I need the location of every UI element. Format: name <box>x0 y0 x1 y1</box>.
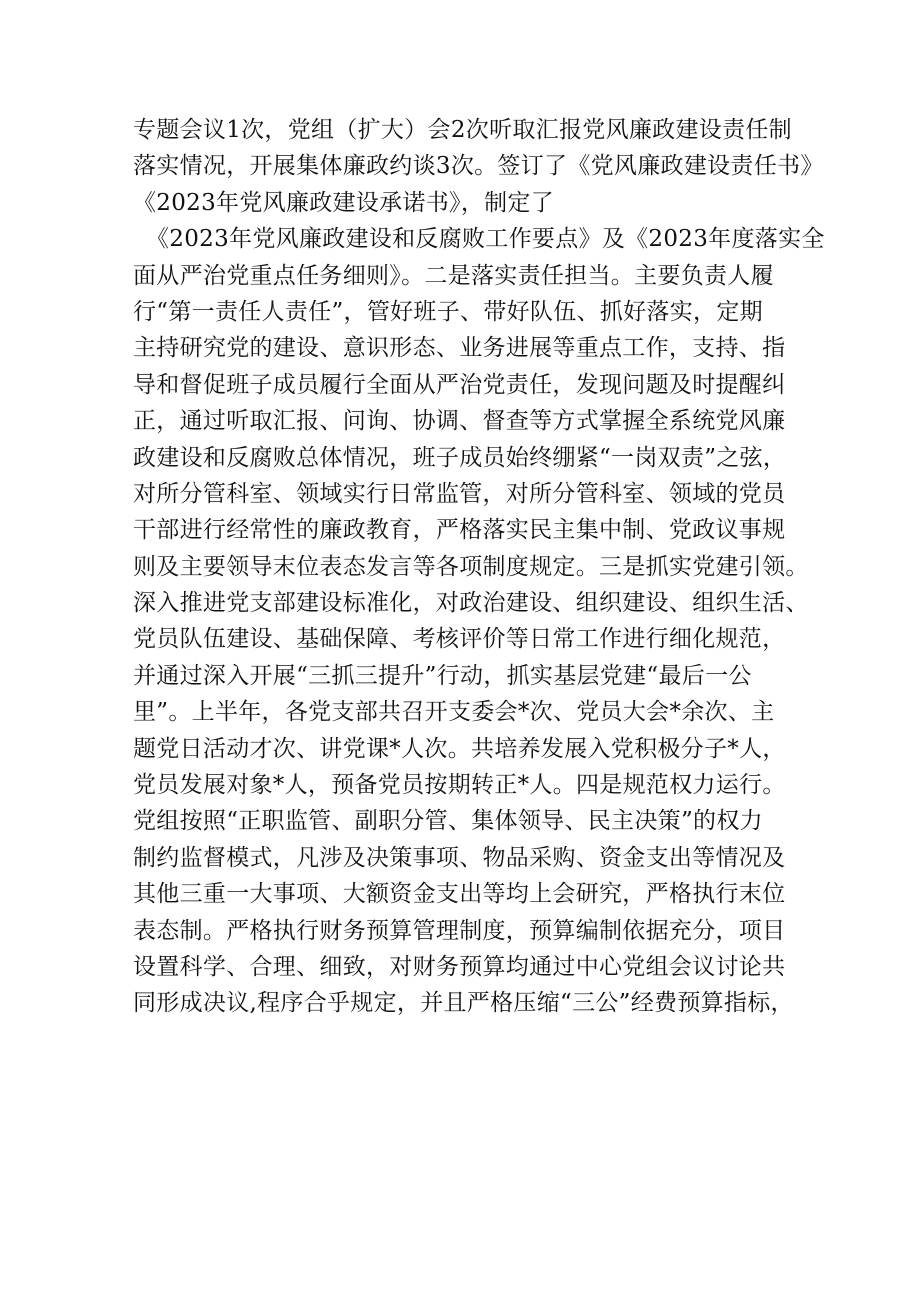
text-line: 里”。上半年，各党支部共召开支委会*次、党员大会*余次、主 <box>133 699 775 726</box>
text-line: 制约监督模式，凡涉及决策事项、物品采购、资金支出等情况及 <box>133 844 786 871</box>
text-line: 干部进行经常性的廉政教育，严格落实民主集中制、党政议事规 <box>133 517 786 544</box>
text-line: 其他三重一大事项、大额资金支出等均上会研究，严格执行末位 <box>133 881 786 908</box>
text-line: 深入推进党支部建设标准化，对政治建设、组织建设、组织生活、 <box>133 590 809 617</box>
text-line: 设置科学、合理、细致，对财务预算均通过中心党组会议讨论共 <box>133 953 786 980</box>
text-line: 《2023年党风廉政建设和反腐败工作要点》及《2023年度落实全 <box>146 226 825 253</box>
text-line: 主持研究党的建设、意识形态、业务进展等重点工作，支持、指 <box>133 335 786 362</box>
text-line: 《2023年党风廉政建设承诺书》，制定了 <box>133 189 555 216</box>
text-line: 党组按照“正职监管、副职分管、集体领导、民主决策”的权力 <box>133 808 763 835</box>
text-line: 政建设和反腐败总体情况，班子成员始终绷紧“一岗双责”之弦， <box>133 444 787 471</box>
text-line: 行“第一责任人责任”，管好班子、带好队伍、抓好落实，定期 <box>133 298 763 325</box>
text-line: 专题会议1次，党组（扩大）会2次听取汇报党风廉政建设责任制 <box>133 117 792 143</box>
text-line: 党员队伍建设、基础保障、考核评价等日常工作进行细化规范， <box>133 626 786 653</box>
text-line: 党员发展对象*人，预备党员按期转正*人。四是规范权力运行。 <box>133 772 786 799</box>
text-line: 面从严治党重点任务细则》。二是落实责任担当。主要负责人履 <box>133 262 774 289</box>
text-line: 对所分管科室、领域实行日常监管，对所分管科室、领域的党员 <box>133 480 786 507</box>
text-line: 落实情况，开展集体廉政约谈3次。签订了《党风廉政建设责任书》 <box>133 153 824 180</box>
text-line: 同形成决议,程序合乎规定，并且严格压缩“三公”经费预算指标， <box>133 990 794 1017</box>
text-line: 正，通过听取汇报、问询、协调、督查等方式掌握全系统党风廉 <box>133 408 786 435</box>
text-line: 并通过深入开展“三抓三提升”行动，抓实基层党建“最后一公 <box>133 662 752 689</box>
text-line: 题党日活动才次、讲党课*人次。共培养发展入党积极分子*人， <box>133 735 786 762</box>
text-line: 导和督促班子成员履行全面从严治党责任，发现问题及时提醒纠 <box>133 371 786 398</box>
text-line: 则及主要领导末位表态发言等各项制度规定。三是抓实党建引领。 <box>133 553 809 580</box>
text-line: 表态制。严格执行财务预算管理制度，预算编制依据充分，项目 <box>133 917 786 944</box>
body-paragraph <box>133 112 823 1022</box>
